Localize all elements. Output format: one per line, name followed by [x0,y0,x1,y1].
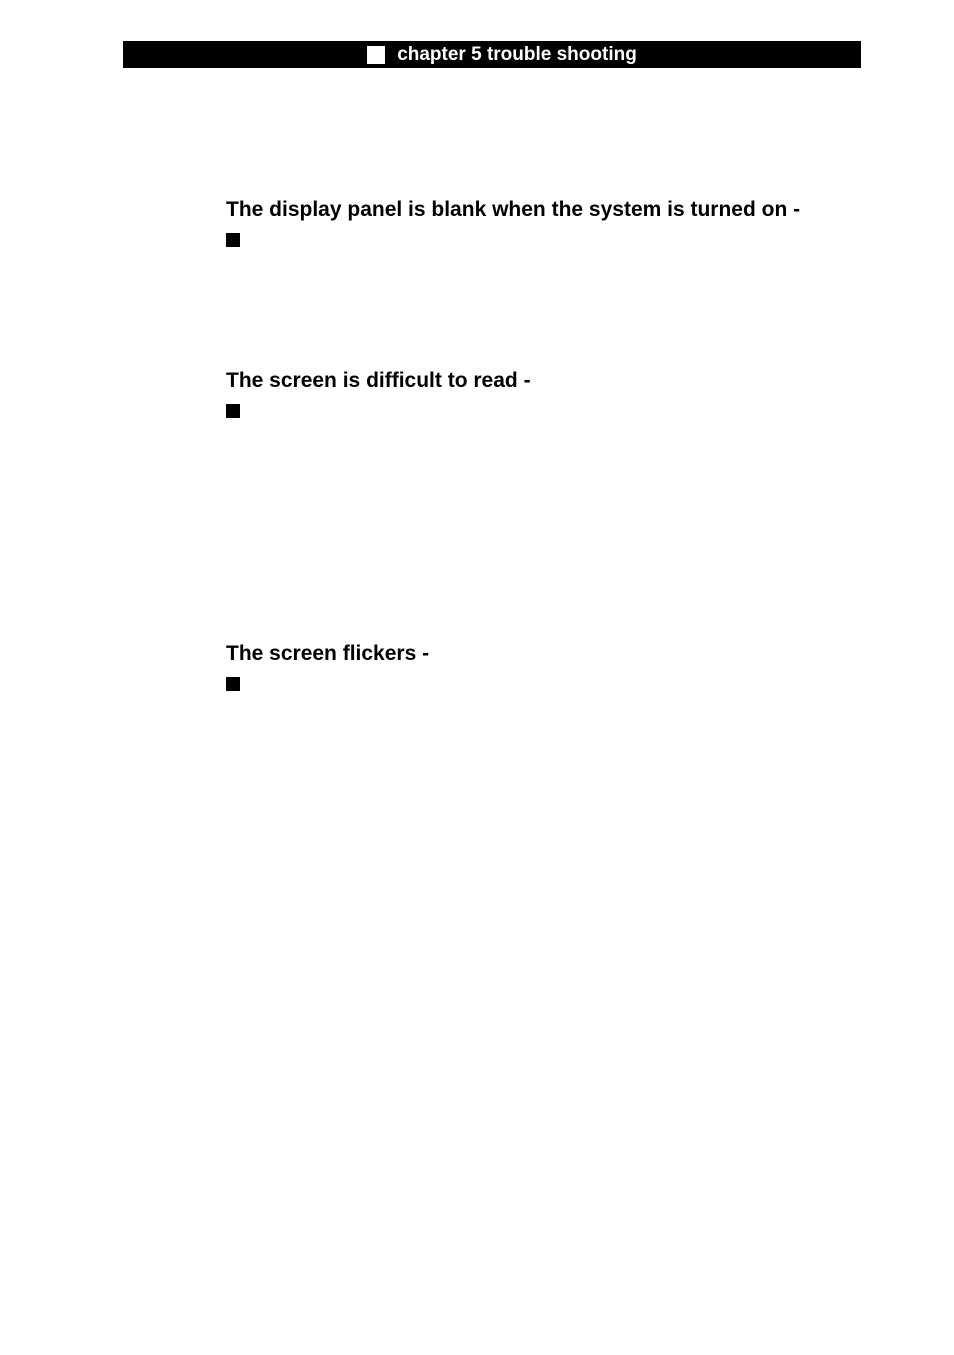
trouble-section-difficult-to-read [226,368,866,418]
header-square-icon [367,46,385,64]
chapter-title: chapter 5 trouble shooting [397,44,637,65]
square-bullet-icon [226,404,240,418]
section-heading: The screen flickers - [226,642,430,665]
section-heading: The display panel is blank when the system is turned on - [226,198,801,221]
section-heading: The screen is difficult to read - [226,369,531,392]
square-bullet-icon [226,677,240,691]
trouble-section-blank-display [226,197,866,247]
chapter-header-bar [123,41,861,68]
square-bullet-icon [226,233,240,247]
trouble-section-screen-flickers [226,641,866,691]
